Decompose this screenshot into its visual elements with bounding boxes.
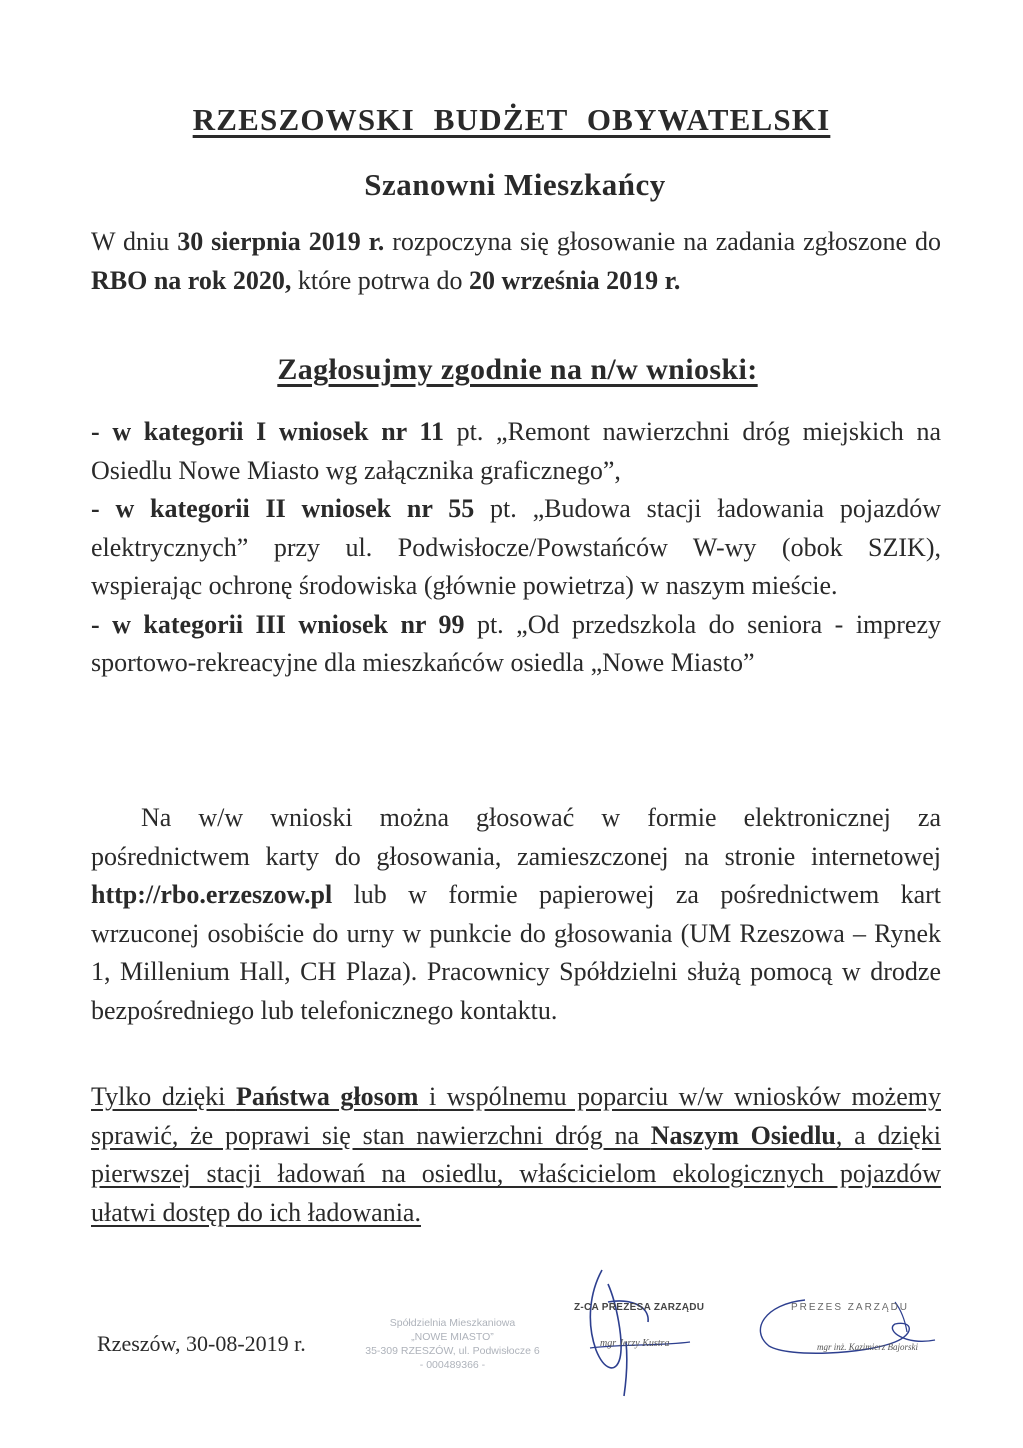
signature-title: Z-CA PREZESA ZARZĄDU [574,1302,705,1313]
list-item [91,490,941,606]
closing-text-2: i wspólnemu poparciu w/w wniosków możemy sprawić, że poprawi się stan nawierzchni dróg na [91,1082,941,1150]
intro-paragraph [91,223,941,300]
signature-vice-president [560,1262,740,1402]
stamp-line: 35-309 RZESZÓW, ul. Podwisłocze 6 [365,1345,540,1357]
greeting-heading: Szanowni Mieszkańcy [364,167,666,202]
intro-text-2: rozpoczyna się głosowanie na zadania zgłoszone do [384,227,942,256]
stamp-line: „NOWE MIASTO” [411,1331,494,1343]
closing-text-3: , a dzięki pierwszej stacji ładowań na osiedlu, właścicielom ekologicznych pojazdów ułatwi dostęp do ich ładowania. [91,1120,941,1227]
item-description: pt. „Remont nawierzchni dróg miejskich na Osiedlu Nowe Miasto wg załącznika graficznego”, [91,417,941,485]
cooperative-stamp [340,1316,565,1372]
stamp-line: Spółdzielnia Mieszkaniowa [389,1317,516,1329]
voting-info-paragraph [91,799,941,1030]
signature-president [745,1290,945,1365]
voting-end-date: 20 września 2019 r. [468,265,681,295]
item-description: pt. „Od przedszkola do seniora - imprezy sportowo-rekreacyjne dla mieszkańców osiedla „Nowe Miasto” [91,609,942,677]
item-category-lead: - w kategorii III wniosek nr 99 [91,609,465,639]
rbo-year: RBO na rok 2020, [91,265,292,295]
voting-url: http://rbo.erzeszow.pl [91,880,333,909]
voting-text-1: Na w/w wnioski można głosować w formie elektronicznej za pośrednictwem karty do głosowania, zamieszczonej na stronie internetowej [91,803,941,871]
closing-bold-2: Naszym Osiedlu [650,1120,836,1150]
closing-text-1: Tylko dzięki [91,1082,236,1111]
closing-bold-1: Państwa głosom [235,1082,419,1111]
intro-text-1: W dniu [91,227,178,256]
item-description: pt. „Budowa stacji ładowania pojazdów elektrycznych” przy ul. Podwisłocze/Powstańców W-wy (obok SZIK), wspierając ochronę środowiska (głównie powietrza) w naszym mieście. [91,494,941,600]
stamp-line: - 000489366 - [419,1359,486,1371]
document-title: RZESZOWSKI BUDŻET OBYWATELSKI [192,102,831,137]
signature-name: mgr Jerzy Kustra [600,1338,670,1349]
date-place: Rzeszów, 30-08-2019 r. [97,1331,306,1356]
signature-title: PREZES ZARZĄDU [791,1302,910,1313]
item-category-lead: - w kategorii II wniosek nr 55 [91,494,475,523]
proposals-heading: Zagłosujmy zgodnie na n/w wnioski: [277,353,758,386]
item-category-lead: - w kategorii I wniosek nr 11 [91,417,444,446]
list-item [91,606,941,683]
voting-start-date: 30 sierpnia 2019 r. [177,227,385,256]
intro-text-3: które potrwa do [291,265,469,295]
proposals-list [91,413,941,683]
closing-paragraph [91,1078,941,1232]
handwritten-signature-icon [560,1262,740,1402]
signature-name: mgr inż. Kazimierz Bajorski [817,1342,919,1352]
voting-text-2: lub w formie papierowej za pośrednictwem kart wrzuconej osobiście do urny w punkcie do głosowania (UM Rzeszowa – Rynek 1, Millenium Hall, CH Plaza). Pracownicy Spółdzielni służą pomocą w drodze bezpośredniego lub telefonicznego kontaktu. [91,880,941,1025]
list-item [91,413,941,490]
